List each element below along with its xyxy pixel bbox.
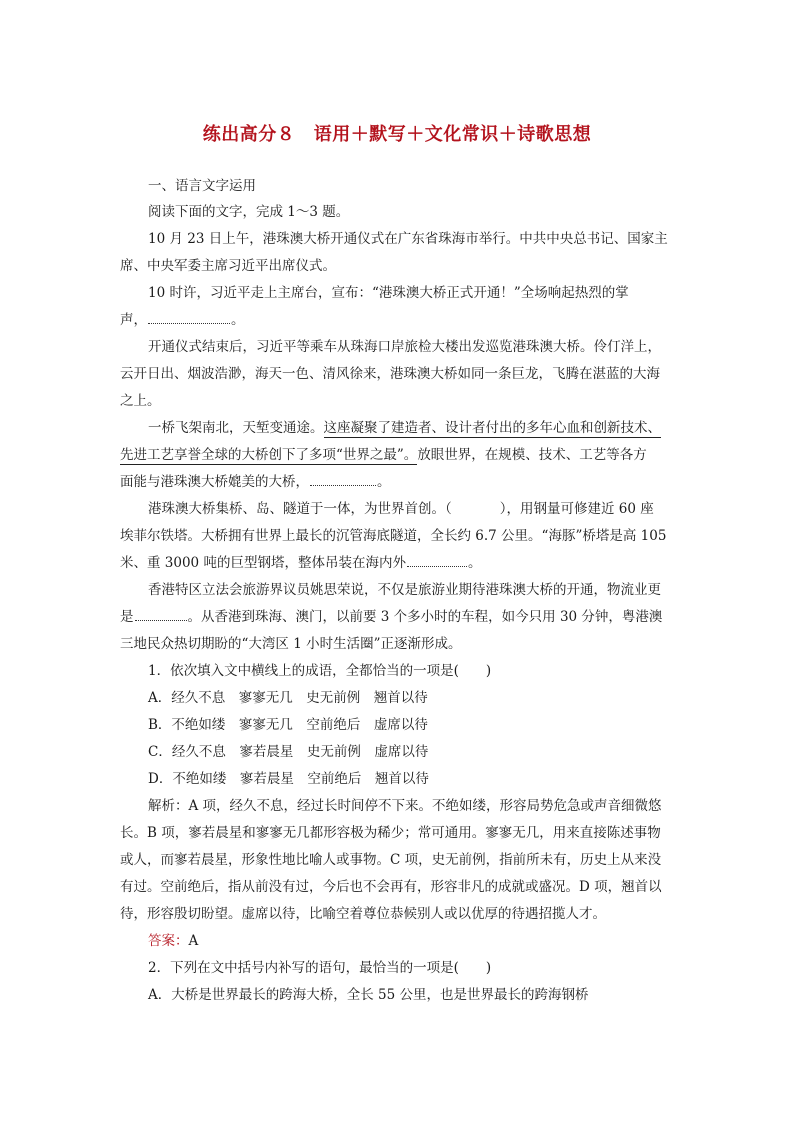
answer-value: A — [188, 933, 199, 949]
paragraph-3-line-2: 云开日出、烟波浩渺，海天一色、清风徐来，港珠澳大桥如同一条巨龙，飞腾在湛蓝的大海 — [120, 366, 660, 382]
paragraph-2-line-1: 10 时许，习近平走上主席台，宣布：“港珠澳大桥正式开通！”全场响起热烈的掌 — [148, 285, 629, 301]
underlined-sentence-part-2: 先进工艺享誉全球的大桥创下了多项“世界之最”。 — [120, 447, 418, 463]
paragraph-4-text-c: 面能与港珠澳大桥媲美的大桥， — [120, 474, 309, 490]
paragraph-5-text-d: 。 — [467, 555, 482, 571]
analysis-line-1: 解析：A 项，经久不息，经过长时间停不下来。不绝如缕，形容局势危急或声音细微悠 — [148, 798, 662, 814]
paragraph-1-line-1: 10 月 23 日上午，港珠澳大桥开通仪式在广东省珠海市举行。中共中央总书记、国家主 — [148, 231, 668, 247]
question-1-option-b[interactable]: B．不绝如缕 寥寥无几 空前绝后 虚席以待 — [148, 717, 428, 733]
paragraph-4-text-d: 。 — [377, 474, 391, 490]
paragraph-2-text-a: 声， — [120, 312, 147, 328]
paragraph-5-text-a: 港珠澳大桥集桥、岛、隧道于一体，为世界首创。（ — [148, 501, 452, 517]
paragraph-6-text-b: 。从香港到珠海、澳门，以前要 3 个多小时的车程，如今只用 30 分钟，粤港澳 — [187, 609, 663, 625]
paragraph-5-line-2: 埃菲尔铁塔。大桥拥有世界上最长的沉管海底隧道，全长约 6.7 公里。“海豚”桥塔是高 105 — [120, 528, 667, 544]
paragraph-4-text-b: 放眼世界，在规模、技术、工艺等各方 — [417, 447, 647, 463]
question-2-stem: 2．下列在文中括号内补写的语句，最恰当的一项是( ) — [148, 960, 492, 976]
paragraph-5-text-c: 米、重 3000 吨的巨型钢塔，整体吊装在海内外 — [120, 555, 406, 571]
question-2-option-a[interactable]: A．大桥是世界最长的跨海大桥，全长 55 公里，也是世界最长的跨海钢桥 — [148, 987, 589, 1003]
underlined-sentence-part-1: 这座凝聚了建造者、设计者付出的多年心血和创新技术、 — [323, 420, 661, 436]
page-title: 练出高分８ 语用＋默写＋文化常识＋诗歌思想 — [202, 124, 592, 145]
paragraph-4-line-3 — [120, 472, 391, 492]
fill-blank-1[interactable] — [148, 311, 230, 324]
analysis-line-4: 有过。空前绝后，指从前没有过，今后也不会再有，形容非凡的成就或盛况。D 项，翘首以 — [120, 879, 662, 895]
intro-text: 阅读下面的文字，完成 1～3 题。 — [148, 204, 350, 220]
question-1-option-a[interactable]: A．经久不息 寥寥无几 史无前例 翘首以待 — [148, 690, 428, 706]
paragraph-3-line-3: 之上。 — [120, 393, 161, 409]
paragraph-2-text-b: 。 — [231, 312, 245, 328]
paragraph-5-line-1 — [148, 499, 654, 519]
fill-blank-4[interactable] — [135, 608, 187, 621]
analysis-line-3: 或人，而寥若晨星，形象性地比喻人或事物。C 项，史无前例，指前所未有，历史上从来没 — [120, 852, 662, 868]
fill-blank-2[interactable] — [310, 473, 376, 486]
paragraph-6-text-a: 是 — [120, 609, 134, 625]
analysis-line-5: 待，形容殷切盼望。虚席以待，比喻空着尊位恭候别人或以优厚的待遇招揽人才。 — [120, 906, 606, 922]
analysis-line-2: 长。B 项，寥若晨星和寥寥无几都形容极为稀少；常可通用。寥寥无几，用来直接陈述事物 — [120, 825, 661, 841]
paragraph-3-line-1: 开通仪式结束后，习近平等乘车从珠海口岸旅检大楼出发巡览港珠澳大桥。伶仃洋上， — [148, 339, 661, 355]
fill-blank-3[interactable] — [407, 554, 467, 567]
question-1-option-c[interactable]: C．经久不息 寥若晨星 史无前例 虚席以待 — [148, 744, 429, 760]
question-1-stem: 1．依次填入文中横线上的成语，全都恰当的一项是( ) — [148, 663, 492, 679]
paragraph-5-line-3 — [120, 553, 481, 573]
paragraph-4-line-2 — [120, 445, 647, 465]
answer-label: 答案： — [148, 933, 189, 949]
answer-line — [148, 931, 198, 951]
section-heading: 一、语言文字运用 — [148, 178, 256, 194]
paragraph-6-line-1: 香港特区立法会旅游界议员姚思荣说，不仅是旅游业期待港珠澳大桥的开通，物流业更 — [148, 582, 661, 598]
paragraph-6-line-3: 三地民众热切期盼的“大湾区 1 小时生活圈”正逐渐形成。 — [120, 636, 462, 652]
paragraph-4-line-1 — [148, 418, 661, 438]
paragraph-1-line-2: 席、中央军委主席习近平出席仪式。 — [120, 258, 336, 274]
paragraph-5-text-b: ），用钢量可修建近 60 座 — [499, 501, 654, 517]
question-1-option-d[interactable]: D．不绝如缕 寥若晨星 空前绝后 翘首以待 — [148, 771, 429, 787]
paragraph-4-text-a: 一桥飞架南北，天堑变通途。 — [148, 420, 324, 436]
paragraph-2-line-2 — [120, 310, 245, 330]
paragraph-6-line-2 — [120, 607, 662, 627]
